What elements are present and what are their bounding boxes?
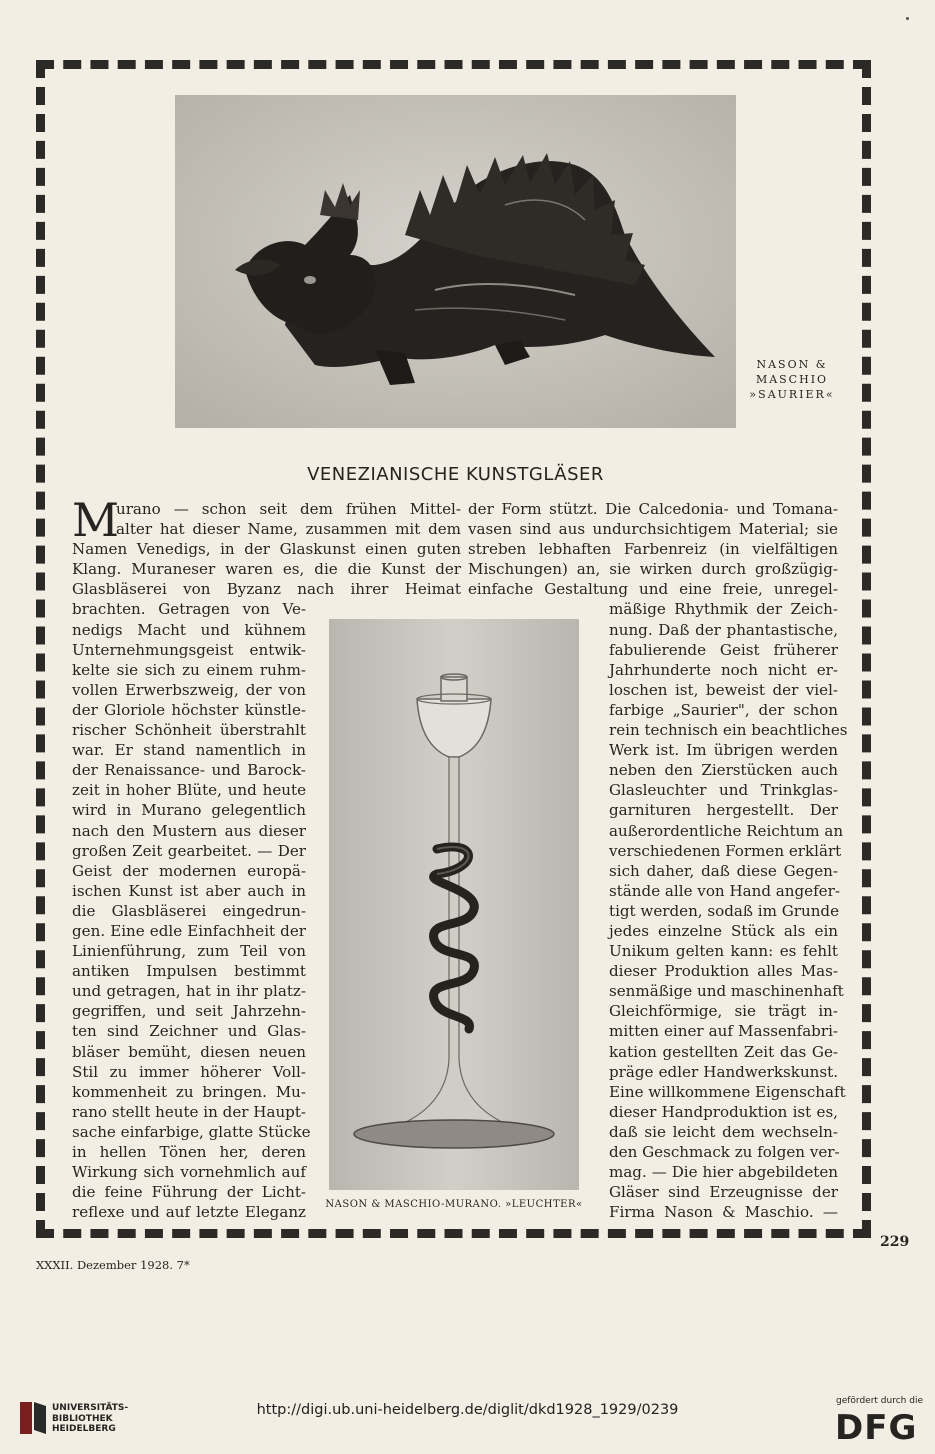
text-line: Glasleuchter und Trinkglas- [609,781,838,800]
text-line: Gleichförmige, sie trägt in- [609,1002,838,1021]
text-line: loschen ist, beweist der viel- [609,680,838,699]
text-line: kelte sie sich zu einem ruhm- [72,660,306,679]
text-line: Stil zu immer höherer Voll- [72,1062,306,1081]
text-line: in hellen Tönen her, deren [72,1143,306,1161]
dfg-logo[interactable]: DFG [835,1408,918,1448]
page-speck [906,17,909,20]
caption-line: »SAURIER« [749,388,835,401]
text-line: alter hat dieser Name, zusammen mit dem [116,520,461,539]
source-url[interactable]: http://digi.ub.uni-heidelberg.de/diglit/dkd1928_1929/0239 [256,1402,679,1418]
text-line: gen. Eine edle Einfachheit der [72,921,306,940]
text-line: Wirkung sich vornehmlich auf [72,1163,306,1182]
text-line: rein technisch ein beachtliches [609,721,848,740]
leuchter-photo [329,619,579,1190]
text-line: war. Er stand namentlich in [72,741,306,760]
text-line: bläser bemüht, diesen neuen [72,1042,306,1061]
text-line: Namen Venedigs, in der Glaskunst einen guten [72,540,461,559]
text-line: Jahrhunderte noch nicht er- [609,660,838,679]
text-line: Linienführung, zum Teil von [72,942,306,961]
text-line: und getragen, hat in ihr platz- [72,982,306,1001]
text-line: einfache Gestaltung und eine freie, unregel- [468,580,838,599]
text-line: außerordentliche Reichtum an [609,821,844,840]
text-line: Klang. Muraneser waren es, die die Kunst der [72,560,461,579]
text-line: ischen Kunst ist aber auch in [72,881,306,900]
text-line: vasen sind aus undurchsichtigem Material; sie [468,520,838,539]
drop-cap: M [72,493,120,547]
text-line: urano — schon seit dem frühen Mittel- [116,500,461,518]
text-line: präge edler Handwerkskunst. [609,1062,838,1081]
text-line: vollen Erwerbszweig, der von [72,680,306,699]
text-line: neben den Zierstücken auch [609,761,838,780]
text-line: gegriffen, und seit Jahrzehn- [72,1002,306,1021]
text-line: stände alle von Hand angefer- [609,881,840,900]
caption-line: MASCHIO [755,373,829,386]
text-line: antiken Impulsen bestimmt [72,962,306,981]
text-line: großen Zeit gearbeitet. — Der [72,841,306,860]
text-line: garnituren hergestellt. Der [609,801,838,820]
page-number: 229 [880,1234,910,1250]
text-line: Unternehmungsgeist entwik- [72,640,306,659]
saurier-glass-figure [175,95,736,428]
text-line: reflexe und auf letzte Eleganz [72,1203,306,1222]
text-line: sich daher, daß diese Gegen- [609,861,838,880]
text-line: dieser Produktion alles Mas- [609,962,838,981]
text-line: kation gestellten Zeit das Ge- [609,1042,838,1061]
text-line: Firma Nason & Maschio. — [609,1203,838,1222]
article-title: VENEZIANISCHE KUNSTGLÄSER [307,464,604,485]
text-line: daß sie leicht dem wechseln- [609,1122,838,1141]
text-line: mag. — Die hier abgebildeten [609,1163,838,1182]
saurier-photo [175,95,736,428]
text-line: mäßige Rhythmik der Zeich- [609,600,838,619]
text-line: kommenheit zu bringen. Mu- [72,1082,306,1101]
text-line: Mischungen) an, sie wirken durch großzügig- [468,560,838,579]
library-line: BIBLIOTHEK [52,1413,113,1424]
text-line: brachten. Getragen von Ve- [72,600,306,619]
text-line: farbige „Saurier", der schon [609,700,838,719]
text-line: den Geschmack zu folgen ver- [609,1143,840,1161]
text-line: Eine willkommene Eigenschaft [609,1082,846,1101]
text-line: nedigs Macht und kühnem [72,620,306,639]
text-line: wird in Murano gelegentlich [72,801,306,820]
text-line: Gläser sind Erzeugnisse der [609,1183,838,1202]
issue-line: XXXII. Dezember 1928. 7* [36,1258,190,1272]
text-line: sache einfarbige, glatte Stücke [72,1122,311,1141]
text-line: nach den Mustern aus dieser [72,821,306,840]
text-line: nung. Daß der phantastische, [609,620,838,639]
text-line: senmäßige und maschinenhaft [609,982,844,1001]
caption-line: NASON & [756,358,828,371]
text-line: der Renaissance- und Barock- [72,761,306,780]
text-line: Glasbläserei von Byzanz nach ihrer Heimat [72,580,461,599]
candlestick-glass-figure [329,619,579,1190]
text-line: fabulierende Geist früherer [609,640,838,659]
sponsor-text: gefördert durch die [836,1396,923,1406]
text-line: Geist der modernen europä- [72,861,306,880]
text-line: tigt werden, sodaß im Grunde [609,901,840,920]
text-line: die Glasbläserei eingedrun- [72,901,306,920]
leuchter-caption: NASON & MASCHIO-MURANO. »LEUCHTER« [325,1199,583,1210]
text-line: verschiedenen Formen erklärt [609,841,842,860]
library-line: UNIVERSITÄTS- [52,1403,129,1413]
text-line: rischer Schönheit überstrahlt [72,721,306,740]
text-line: die feine Führung der Licht- [72,1183,306,1202]
text-line: Werk ist. Im übrigen werden [609,741,838,760]
text-line: mitten einer auf Massenfabri- [609,1022,838,1041]
text-line: der Gloriole höchster künstle- [72,700,306,719]
text-line: Unikum gelten kann: es fehlt [609,942,838,961]
text-line: zeit in hoher Blüte, und heute [72,781,306,800]
text-line: ten sind Zeichner und Glas- [72,1022,306,1041]
text-line: der Form stützt. Die Calcedonia- und Tomana- [468,500,838,518]
text-line: streben lebhaften Farbenreiz (in vielfältigen [468,540,838,559]
text-line: dieser Handproduktion ist es, [609,1102,838,1121]
library-line: HEIDELBERG [52,1424,116,1434]
text-line: jedes einzelne Stück als ein [609,921,838,940]
text-line: rano stellt heute in der Haupt- [72,1102,306,1121]
saurier-caption [740,357,844,402]
